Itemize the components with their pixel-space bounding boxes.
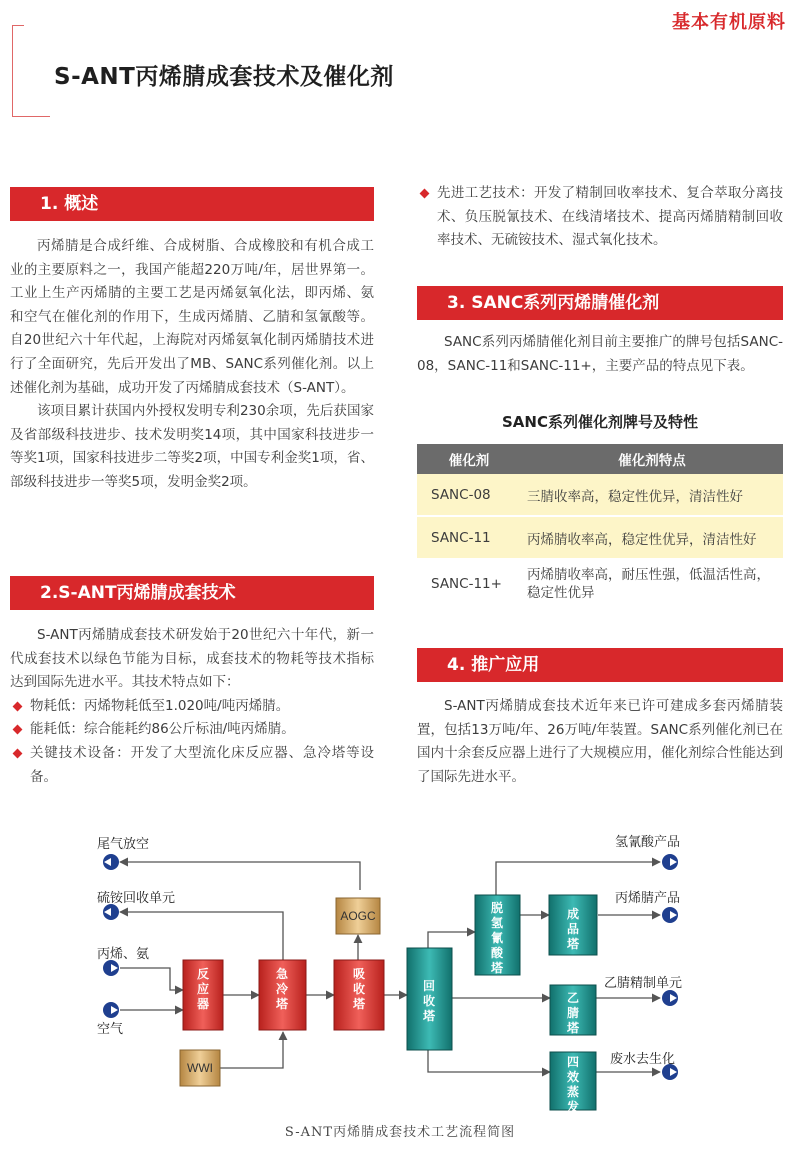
section-heading-application: 4. 推广应用 <box>417 648 783 682</box>
overview-paragraph-1: 丙烯腈是合成纤维、合成树脂、合成橡胶和有机合成工业的主要原料之一，我国产能超220万吨/年，居世界第一。工业上生产丙烯腈的主要工艺是丙烯氨氧化法，即丙烯、氨和空气在催化剂的作用下，生成丙烯腈、乙腈和氢氰酸等。自20世纪六十年代起，上海院对丙烯氨氧化制丙烯腈技术进行了全面研究，先后开发出了MB、SANC系列催化剂。以上述催化剂为基础，成功开发了丙烯腈成套技术（S-ANT）。 <box>10 238 374 396</box>
label-propylene: 丙烯、氨 <box>97 947 150 962</box>
label-air: 空气 <box>97 1022 124 1037</box>
section-heading-sanc: 3. SANC系列丙烯腈催化剂 <box>417 286 783 320</box>
table-row: SANC-11+ 丙烯腈收率高，耐压性强，低温活性高，稳定性优异 <box>417 560 783 608</box>
list-item: 物耗低：丙烯物耗低至1.020吨/吨丙烯腈。 <box>10 695 374 719</box>
wwi-label: WWI <box>187 1061 213 1075</box>
s-ant-feature-list <box>10 695 374 789</box>
evaporator-label: 四效蒸发 <box>566 1055 580 1114</box>
label-an: 丙烯腈产品 <box>615 891 681 906</box>
acn-column-label: 乙腈塔 <box>566 991 580 1035</box>
diamond-bullet-icon <box>13 725 23 735</box>
s-ant-text <box>10 624 374 789</box>
table-header-catalyst: 催化剂 <box>417 444 521 474</box>
sanc-paragraph: SANC系列丙烯腈催化剂目前主要推广的牌号包括SANC-08，SANC-11和SANC-11+，主要产品的特点见下表。 <box>417 334 783 374</box>
dehcn-label: 脱氢氰酸塔 <box>490 901 504 975</box>
overview-paragraph-2: 该项目累计获国内外授权发明专利230余项，先后获国家及省部级科技进步、技术发明奖14项，其中国家科技进步一等奖1项，国家科技进步二等奖2项，中国专利金奖1项，省、部级科技进步一等奖5项，发明金奖2项。 <box>10 403 374 490</box>
absorber-label: 吸收塔 <box>352 967 366 1011</box>
table-title: SANC系列催化剂牌号及特性 <box>502 413 698 431</box>
label-hcn: 氢氰酸产品 <box>615 835 681 850</box>
title-bracket-decoration <box>12 25 50 117</box>
diagram-caption: S-ANT丙烯腈成套技术工艺流程简图 <box>284 1125 516 1140</box>
diamond-bullet-icon <box>13 749 23 759</box>
diamond-bullet-icon <box>420 189 430 199</box>
product-label: 成品塔 <box>566 907 580 951</box>
process-flow-diagram <box>0 820 800 1120</box>
category-tag: 基本有机原料 <box>672 12 786 33</box>
list-item: 先进工艺技术：开发了精制回收率技术、复合萃取分离技术、负压脱氰技术、在线清堵技术、提高丙烯腈精制回收率技术、无硫铵技术、湿式氧化技术。 <box>417 182 783 253</box>
quench-label: 急冷塔 <box>275 967 289 1011</box>
diamond-bullet-icon <box>13 701 23 711</box>
overview-text <box>10 235 374 495</box>
label-waste: 废水去生化 <box>610 1052 676 1067</box>
table-row: SANC-08 三腈收率高，稳定性优异，清洁性好 <box>417 474 783 515</box>
table-header-features: 催化剂特点 <box>521 444 783 474</box>
table-row: SANC-11 丙烯腈收率高，稳定性优异，清洁性好 <box>417 517 783 558</box>
s-ant-continued <box>417 182 783 253</box>
list-item: 关键技术设备：开发了大型流化床反应器、急冷塔等设备。 <box>10 742 374 789</box>
sanc-text <box>417 331 783 378</box>
label-tail-gas: 尾气放空 <box>97 837 150 852</box>
section-heading-overview: 1. 概述 <box>10 187 374 221</box>
list-item: 能耗低：综合能耗约86公斤标油/吨丙烯腈。 <box>10 718 374 742</box>
catalyst-table <box>417 444 783 608</box>
application-text <box>417 695 783 789</box>
recovery-label: 回收塔 <box>422 979 436 1023</box>
label-acn: 乙腈精制单元 <box>604 976 683 991</box>
aogc-label: AOGC <box>340 909 376 923</box>
reactor-label: 反应器 <box>196 967 210 1011</box>
application-paragraph: S-ANT丙烯腈成套技术近年来已许可建成多套丙烯腈装置，包括13万吨/年、26万吨/年装置。SANC系列催化剂已在国内十余套反应器上进行了大规模应用，催化剂综合性能达到了国际先进水平。 <box>417 698 783 785</box>
section-heading-s-ant: 2.S-ANT丙烯腈成套技术 <box>10 576 374 610</box>
s-ant-paragraph: S-ANT丙烯腈成套技术研发始于20世纪六十年代，新一代成套技术以绿色节能为目标，成套技术的物耗等技术指标达到国际先进水平。其技术特点如下： <box>10 627 374 691</box>
label-ammonium: 硫铵回收单元 <box>97 891 176 906</box>
page-title: S-ANT丙烯腈成套技术及催化剂 <box>54 64 394 90</box>
